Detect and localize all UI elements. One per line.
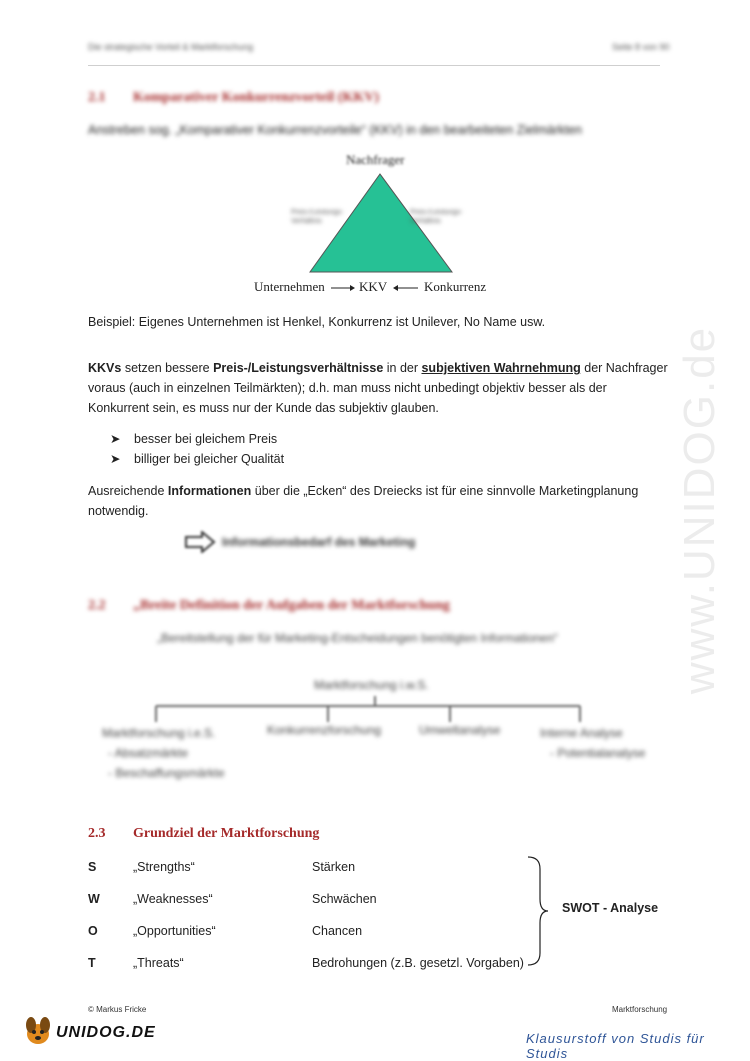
logo-text: UNIDOG.DE [56,1024,156,1041]
info-paragraph [88,481,668,521]
tree-child-internal-label: Interne Analyse [540,726,623,740]
tree-root: Marktforschung i.w.S. [314,678,429,692]
bullet-item [110,449,284,469]
block-arrow-icon [184,531,216,553]
section-2-1-intro: Anstreben sog. „Komparativer Konkurrenzvorteile“ (KKV) in den bearbeiteten Zielmärkten [88,123,582,137]
bullet-item [110,429,277,449]
watermark [625,280,750,740]
info-line-2: notwendig. [88,504,149,518]
swot-german: Chancen [312,924,363,938]
section-2-2-title: „Breite Definition der Aufgaben der Marktforschung [133,598,450,613]
triangle-top-label: Nachfrager [346,152,405,167]
arrow-bullet-icon: ➤ [110,452,121,466]
example-text: Beispiel: Eigenes Unternehmen ist Henkel, Konkurrenz ist Unilever, No Name usw. [88,315,546,329]
header-rule [88,65,660,66]
footer-topic: Marktforschung [612,1005,668,1014]
info-text-1: Ausreichende [88,484,168,498]
swot-analysis-label: SWOT - Analyse [562,901,659,915]
tree-sub-item: - Potentialanalyse [550,746,646,760]
swot-letter: O [88,924,98,938]
kkv-underlined-term: subjektiven Wahrnehmung [421,361,581,375]
triangle-bottom-right: Konkurrenz [424,279,487,294]
footer-copyright: © Markus Fricke [88,1005,147,1014]
triangle-bottom-left: Unternehmen [254,279,325,294]
arrow-left-icon [392,282,420,294]
swot-letter: W [88,892,100,906]
swot-english: „Weaknesses“ [133,892,213,906]
swot-english: „Strengths“ [133,860,195,874]
arrow-label: Informationsbedarf des Marketing [222,535,416,549]
kkv-bold-ratio: Preis-/Leistungsverhältnisse [213,361,384,375]
tree-sub-item: - Beschaffungsmärkte [108,766,225,780]
kkv-text-1: setzen bessere [121,361,214,375]
swot-english: „Opportunities“ [133,924,216,938]
triangle-center: KKV [359,279,388,294]
section-2-2-quote: „Bereitstellung der für Marketing-Entscheidungen benötigten Informationen“ [157,631,558,645]
bullet-text: billiger bei gleicher Qualität [134,452,285,466]
triangle-right-note: Preis-/Leistungs-Verhältnis [410,209,463,225]
info-line-1 [88,481,668,501]
tree-child-environment: Umweltanalyse [419,723,501,737]
kkv-line-3: Konkurrent sein, es muss nur der Kunde das subjektiv glauben. [88,401,439,415]
info-bold-term: Informationen [167,484,252,498]
watermark-text: www.UNIDOG.de [675,325,724,695]
bullet-text: besser bei gleichem Preis [134,432,278,446]
kkv-line-1 [88,358,668,378]
dog-logo-icon [22,1014,56,1048]
right-brace-icon [526,855,552,967]
kkv-text-3: der Nachfrager [580,361,668,375]
tree-sub-item: - Absatzmärkte [108,746,189,760]
swot-letter: S [88,860,97,874]
kkv-paragraph [88,358,668,418]
kkv-text-2: in der [383,361,422,375]
triangle-left-note: Preis-/Leistungs-Verhältnis [291,209,344,225]
section-2-1-title: Komparativer Konkurrenzvorteil (KKV) [133,90,379,105]
info-text-2: über die „Ecken“ des Dreiecks ist für eine sinnvolle Marketingplanung [251,484,639,498]
swot-letter: T [88,956,96,970]
section-2-1-number: 2.1 [88,90,106,105]
tree-connectors [140,696,600,726]
tree-child-competition: Konkurrenzforschung [267,723,382,737]
swot-german: Schwächen [312,892,377,906]
arrow-bullet-icon: ➤ [110,432,121,446]
tree-child-market [102,723,225,783]
section-2-3-title: Grundziel der Marktforschung [133,826,320,841]
header-right: Seite 8 von 90 [612,42,670,52]
swot-german: Bedrohungen (z.B. gesetzl. Vorgaben) [312,956,524,970]
kkv-line-2: voraus (auch in einzelnen Teilmärkten); d.h. man muss nicht unbedingt objektiv besser als der [88,381,607,395]
swot-english: „Threats“ [133,956,184,970]
kkv-bold-term: KKVs [88,361,122,375]
swot-german: Stärken [312,860,356,874]
tagline: Klausurstoff von Studis für Studis [526,1031,705,1061]
arrow-right-icon [330,282,356,294]
tree-child-market-label: Marktforschung i.e.S. [102,726,216,740]
section-2-3-number: 2.3 [88,826,106,841]
header-left: Die strategische Vorteil & Marktforschung [88,42,254,52]
section-2-2-number: 2.2 [88,598,106,613]
